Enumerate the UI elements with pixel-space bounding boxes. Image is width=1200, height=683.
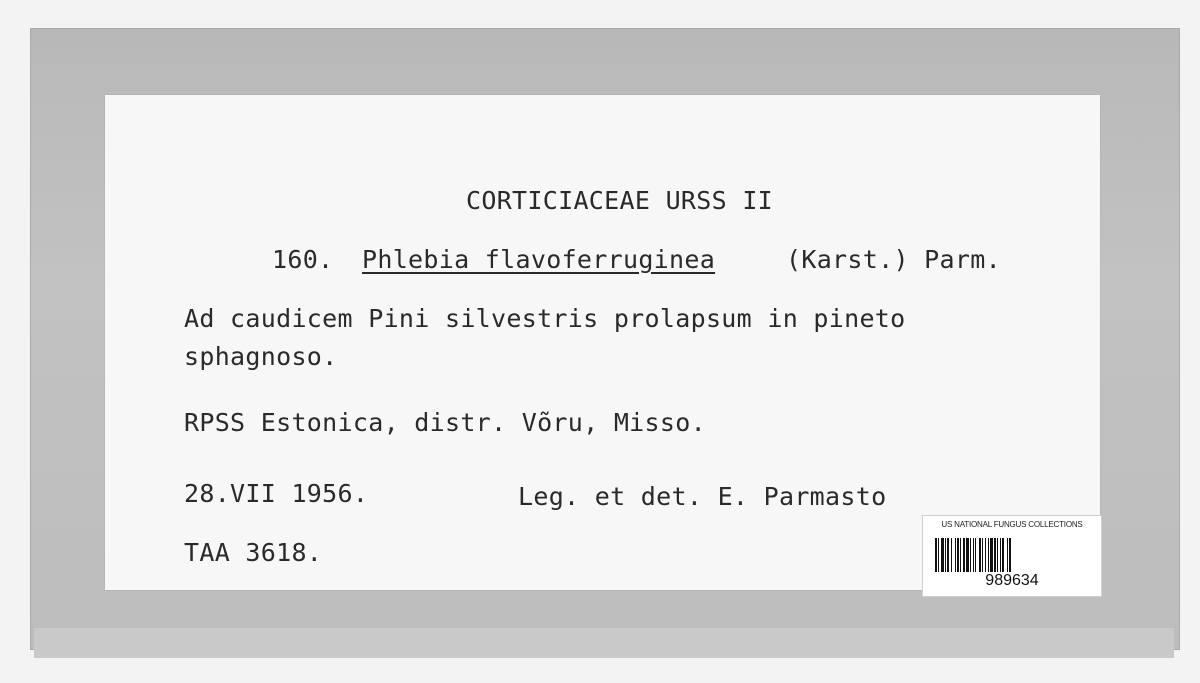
- barcode-bar: [979, 538, 981, 572]
- barcode-bar: [963, 538, 965, 572]
- barcode-bar: [982, 538, 983, 572]
- barcode-bar: [970, 538, 971, 572]
- barcode-bar: [973, 538, 974, 572]
- barcode-bar: [994, 538, 996, 572]
- barcode-bar: [975, 538, 976, 572]
- barcode-bar: [960, 538, 961, 572]
- collection-date: 28.VII 1956.: [184, 479, 369, 508]
- habitat-line-1: Ad caudicem Pini silvestris prolapsum in pineto: [184, 304, 906, 333]
- barcode-bar: [966, 538, 969, 572]
- barcode-bar: [957, 538, 959, 572]
- barcode-bar: [1000, 538, 1001, 572]
- barcode-bars: [935, 538, 1089, 572]
- barcode-bar: [941, 538, 944, 572]
- barcode-label: [922, 515, 1102, 597]
- barcode-bar: [1007, 538, 1008, 572]
- barcode-bar: [997, 538, 998, 572]
- barcode-number: 989634: [985, 572, 1039, 589]
- label-heading: CORTICIACEAE URSS II: [466, 186, 774, 215]
- barcode-title: US NATIONAL FUNGUS COLLECTIONS: [941, 520, 1083, 529]
- barcode-bar: [945, 538, 946, 572]
- locality: RPSS Estonica, distr. Võru, Misso.: [184, 408, 706, 437]
- barcode-bar: [947, 538, 949, 572]
- barcode-bar: [985, 538, 986, 572]
- accession-number: TAA 3618.: [184, 538, 323, 567]
- barcode-bar: [988, 538, 989, 572]
- barcode-bar: [990, 538, 993, 572]
- species-authority: (Karst.) Parm.: [786, 245, 1001, 274]
- barcode-bar: [951, 538, 952, 572]
- barcode-bar: [955, 538, 956, 572]
- barcode-bar: [938, 538, 939, 572]
- specimen-number: 160.: [272, 245, 334, 274]
- barcode-bar: [1002, 538, 1004, 572]
- species-name: Phlebia flavoferruginea: [362, 245, 716, 274]
- barcode-bar: [935, 538, 937, 572]
- barcode-bar: [1009, 538, 1011, 572]
- sheet-edge: [34, 628, 1174, 658]
- collector: Leg. et det. E. Parmasto: [518, 482, 887, 511]
- habitat-line-2: sphagnoso.: [184, 342, 338, 371]
